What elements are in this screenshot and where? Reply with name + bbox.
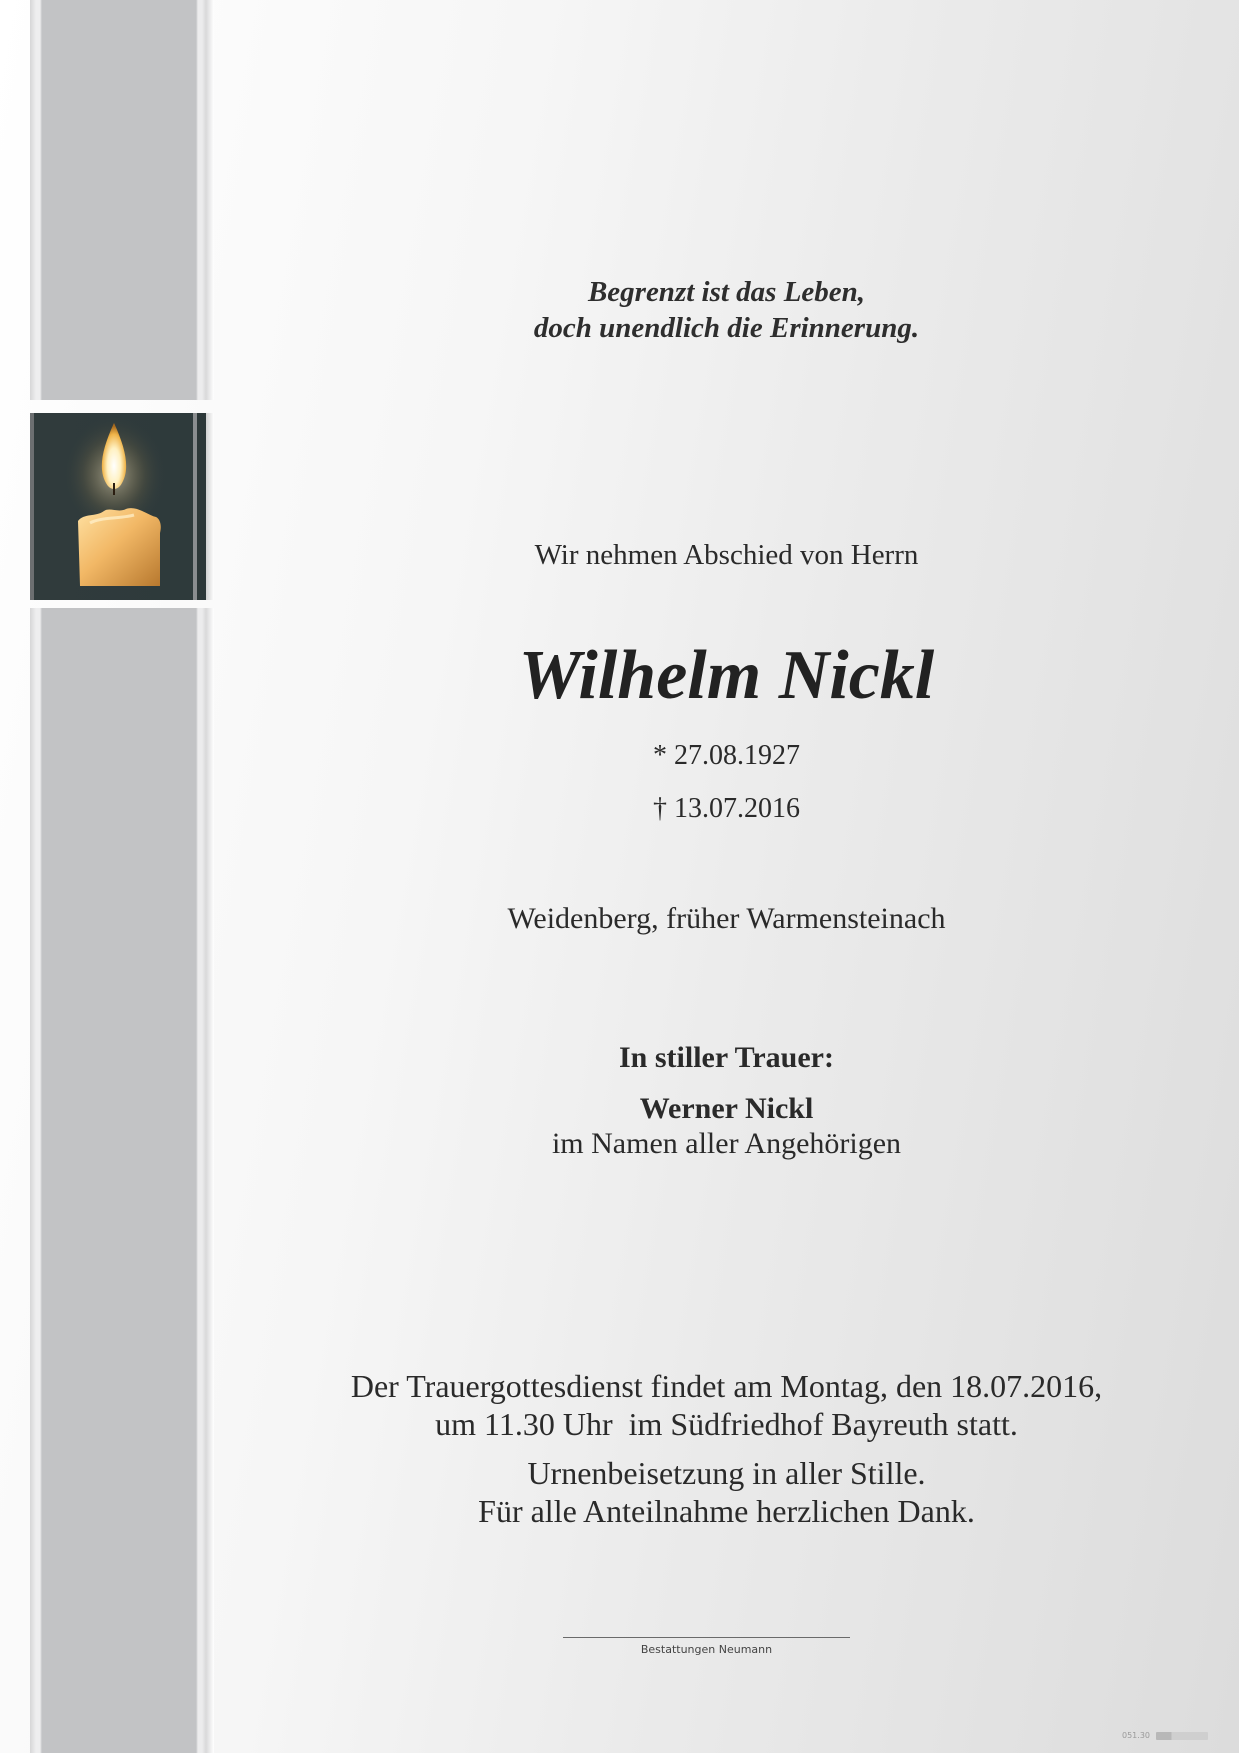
closing-text — [214, 1454, 1239, 1530]
closing-line-1: Urnenbeisetzung in aller Stille. — [527, 1455, 926, 1491]
undertaker-name: Bestattungen Neumann — [640, 1643, 773, 1656]
death-date: † 13.07.2016 — [653, 793, 800, 824]
residence-text: Weidenberg, früher Warmensteinach — [507, 902, 946, 935]
publisher-logo-icon — [1156, 1732, 1208, 1740]
left-decorative-strip — [30, 0, 214, 1753]
motto-line-2: doch unendlich die Erinnerung. — [533, 312, 920, 344]
closing-line-2: Für alle Anteilnahme herzlichen Dank. — [478, 1493, 975, 1529]
strip-top-segment — [30, 0, 214, 400]
footer-divider — [563, 1637, 850, 1638]
service-info — [214, 1367, 1239, 1443]
strip-bottom-segment — [30, 608, 214, 1753]
intro-text: Wir nehmen Abschied von Herrn — [534, 539, 919, 571]
service-line-1: Der Trauergottesdienst findet am Montag, den 18.07.2016, — [350, 1368, 1103, 1404]
motto — [214, 274, 1239, 346]
birth-date: * 27.08.1927 — [653, 740, 800, 771]
candle-photo-icon — [30, 413, 214, 600]
mourners-subline: im Namen aller Angehörigen — [551, 1127, 902, 1160]
mourners-heading: In stiller Trauer: — [619, 1041, 834, 1074]
service-line-2: um 11.30 Uhr im Südfriedhof Bayreuth statt. — [435, 1406, 1018, 1442]
deceased-name: Wilhelm Nickl — [518, 637, 935, 714]
reference-code: 051.30 — [1122, 1731, 1150, 1740]
motto-line-1: Begrenzt ist das Leben, — [587, 276, 866, 308]
mourner-name: Werner Nickl — [639, 1092, 814, 1125]
